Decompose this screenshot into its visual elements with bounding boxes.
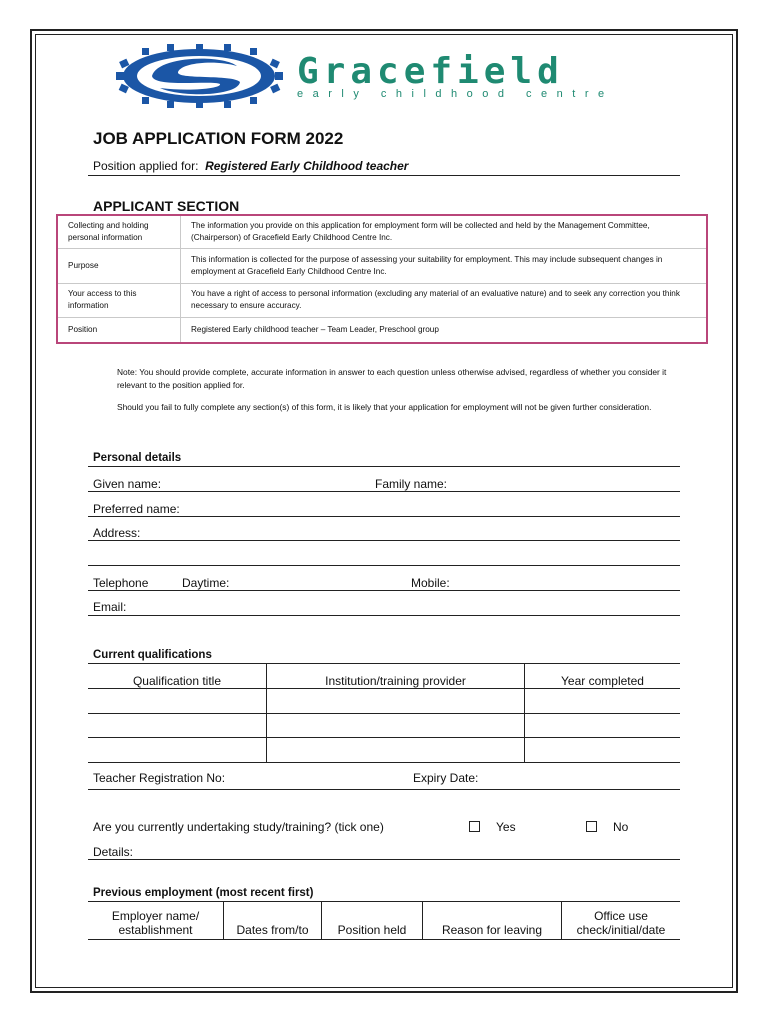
address-field[interactable] [88,540,680,541]
logo-wordmark: Gracefield [297,51,564,92]
given-name-field[interactable] [88,491,680,492]
position-applied-field[interactable] [88,159,680,176]
page-title: JOB APPLICATION FORM 2022 [93,129,344,148]
year-completed-header: Year completed [561,674,644,688]
warning-paragraph: Should you fail to fully complete any section(s) of this form, it is likely that your application for employment will not be given further consideration. [117,402,652,412]
given-name-label: Given name: [93,477,162,491]
preferred-name-label: Preferred name: [93,502,180,516]
divider [88,901,680,902]
applicant-section-title: APPLICANT SECTION [93,198,240,214]
table-row [88,939,680,940]
position-applied-value: Registered Early Childhood teacher [205,159,409,173]
telephone-field[interactable] [88,590,680,591]
applicant-info-table [56,214,708,344]
info-text: You have a right of access to personal information (excluding any material of an evaluative nature) and to seek any correction you think necessary to ensure accuracy. [181,283,708,317]
position-held-header: Position held [337,923,407,937]
yes-checkbox[interactable] [469,821,480,832]
office-use-header-line: check/initial/date [576,923,666,937]
no-label: No [613,820,629,834]
table-row [57,317,707,343]
position-applied-label: Position applied for: [93,159,199,173]
yes-label: Yes [496,820,516,834]
info-label: Purpose [57,248,181,283]
family-name-label: Family name: [375,477,448,491]
info-text: The information you provide on this application for employment form will be collected and held by the Management Committee, (Chairperson) of Gracefield Early Childhood Centre Inc. [181,215,708,248]
table-row[interactable] [88,737,680,738]
info-text: Registered Early childhood teacher – Team Leader, Preschool group [191,324,439,334]
divider [88,466,680,467]
details-field[interactable] [88,859,680,860]
office-use-header [562,909,680,937]
mobile-label: Mobile: [411,576,450,590]
teacher-registration-label: Teacher Registration No: [93,771,226,785]
qualification-title-header: Qualification title [132,674,222,688]
study-question-label: Are you currently undertaking study/training? (tick one) [93,820,384,834]
table-row [88,688,680,689]
employer-header-line: Employer name/ [111,909,200,923]
email-label: Email: [93,600,127,614]
table-row [57,248,707,283]
preferred-name-field[interactable] [88,516,680,517]
personal-details-title: Personal details [93,452,182,464]
table-column-divider [561,901,562,939]
email-field[interactable] [88,615,680,616]
table-row [57,283,707,317]
dates-header: Dates from/to [236,923,309,937]
details-label: Details: [93,845,134,859]
table-column-divider [321,901,322,939]
telephone-label: Telephone [93,576,149,590]
employment-title: Previous employment (most recent first) [93,887,314,899]
qualifications-title: Current qualifications [93,649,212,661]
office-use-header-line: Office use [594,909,648,923]
note-paragraph: Note: You should provide complete, accurate information in answer to each question unless otherwise advised, regardless of whether you consider it relevant to the position applied for. [117,367,667,390]
table-column-divider [422,901,423,939]
table-row[interactable] [88,713,680,714]
teacher-registration-field[interactable] [88,789,680,790]
info-label: Your access to this information [57,283,181,317]
table-column-divider [223,901,224,939]
logo-subtitle: early childhood centre [297,88,614,100]
table-row[interactable] [88,762,680,763]
divider [88,663,680,664]
employer-header-line: establishment [118,923,193,937]
table-row [57,215,707,248]
expiry-date-label: Expiry Date: [413,771,479,785]
info-label: Collecting and holding personal information [57,215,181,248]
daytime-label: Daytime: [182,576,230,590]
institution-header: Institution/training provider [325,674,466,688]
info-text: This information is collected for the purpose of assessing your suitability for employment. This may include subsequent changes in employment at Gracefield Early Childhood Centre Inc. [181,248,708,283]
gracefield-logo-icon [112,44,287,108]
no-checkbox[interactable] [586,821,597,832]
address-label: Address: [93,526,141,540]
reason-header: Reason for leaving [441,923,543,937]
employer-header [88,909,223,937]
address-field-line-2[interactable] [88,565,680,566]
info-label: Position [57,317,181,343]
